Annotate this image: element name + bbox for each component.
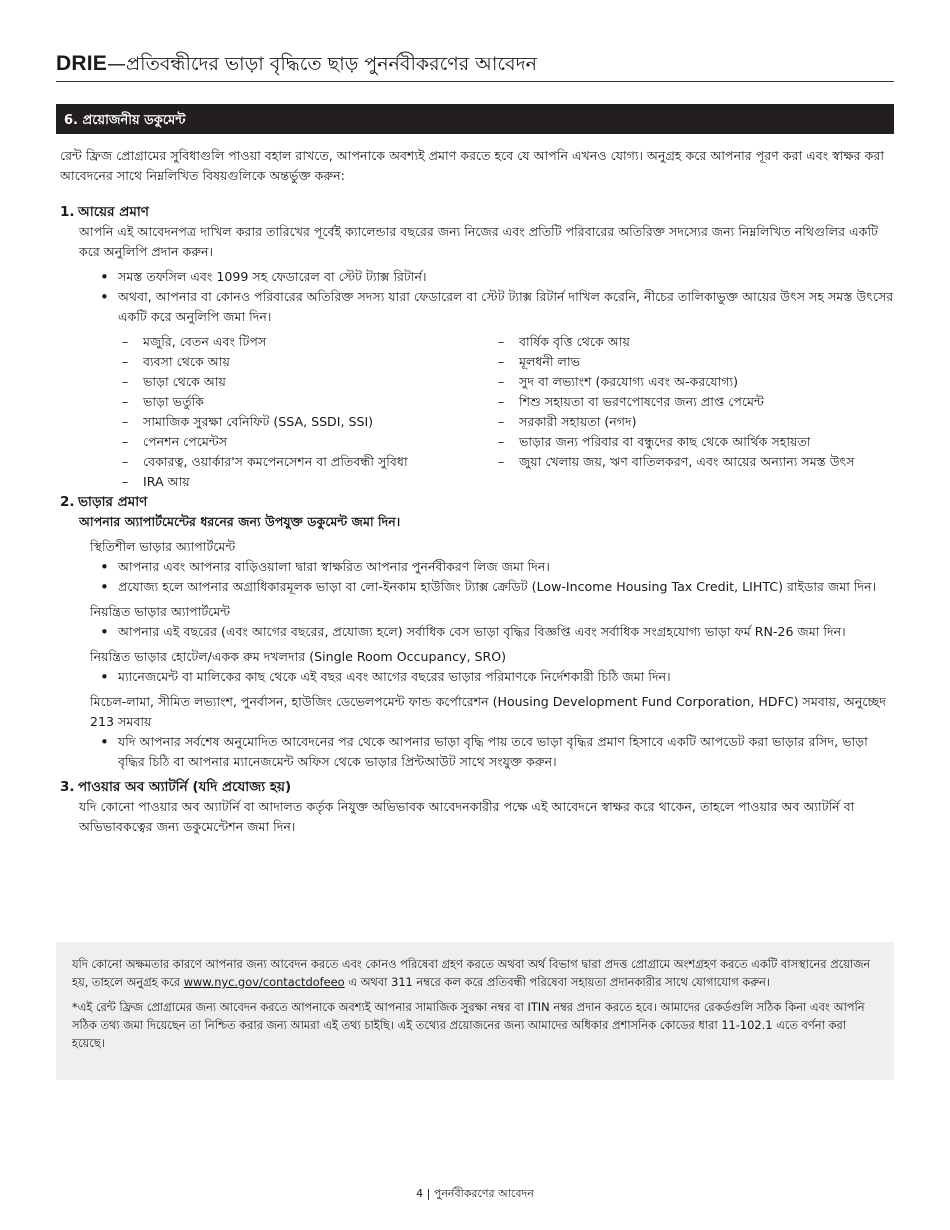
- poa-heading: 3. পাওয়ার অব অ্যাটর্নি (যদি প্রযোজ্য হয়): [60, 779, 292, 795]
- list-item: – মজুরি, বেতন এবং টিপস: [122, 332, 498, 352]
- income-heading: 1. আয়ের প্রমাণ: [60, 204, 149, 220]
- list-item: – শিশু সহায়তা বা ভরণপোষণের জন্য প্রাপ্ত পেমেন্ট: [498, 392, 855, 412]
- contact-link[interactable]: www.nyc.gov/contactdofeeo: [183, 975, 345, 989]
- list-item: • ম্যানেজমেন্ট বা মালিকের কাছ থেকে এই বছর এবং আগের বছরের ভাড়ার পরিমাণকে নির্দেশকারী চিঠি জমা দিন।: [100, 667, 894, 687]
- list-item: – IRA আয়: [122, 472, 498, 492]
- accessibility-text: যদি কোনো অক্ষমতার কারণে আপনার জন্য আবেদন করতে এবং কোনও পরিষেবা গ্রহণ করতে অথবা অর্থ বিভাগ দ্বারা প্রদত্ত প্রোগ্রামে অংশগ্রহণ করতে একটি বাসস্থানের প্রয়োজন হয়, তাহলে অনুগ্রহ করে www.nyc.gov/contactdofeeo এ অথবা 311 নম্বরে কল করে প্রতিবন্ধী পরিষেবা সহায়তা প্রদানকারীর সাথে যোগাযোগ করুন।: [72, 957, 871, 989]
- mitchell-lama-bullets: [60, 732, 894, 772]
- apartment-type-controlled: নিয়ন্ত্রিত ভাড়ার অ্যাপার্টমেন্ট: [90, 604, 231, 619]
- list-item: – ভাড়া ভর্তুকি: [122, 392, 498, 412]
- list-item: – বেকারত্ব, ওয়ার্কার'স কমপেনসেশন বা প্রতিবন্ধী সুবিধা: [122, 452, 498, 472]
- controlled-bullets: [60, 622, 894, 642]
- list-item: – সরকারী সহায়তা (নগদ): [498, 412, 855, 432]
- list-item: • আপনার এবং আপনার বাড়িওয়ালা দ্বারা স্বাক্ষরিত আপনার পুনর্নবীকরণ লিজ জমা দিন।: [100, 557, 894, 577]
- title-divider: [56, 81, 894, 82]
- list-item: – মূলধনী লাভ: [498, 352, 855, 372]
- section-intro: রেন্ট ফ্রিজ প্রোগ্রামের সুবিধাগুলি পাওয়া বহাল রাখতে, আপনাকে অবশ্যই প্রমাণ করতে হবে যে আপনি এখনও যোগ্য। অনুগ্রহ করে আপনার পূরণ করা এবং স্বাক্ষর করা আবেদনের সাথে নিম্নলিখিত বিষয়গুলিকে অন্তর্ভুক্ত করুন:: [60, 148, 885, 183]
- apartment-type-stabilized: স্থিতিশীল ভাড়ার অ্যাপার্টমেন্ট: [90, 539, 236, 554]
- ssn-footnote: *এই রেন্ট ফ্রিজ প্রোগ্রামের জন্য আবেদন করতে আপনাকে অবশ্যই আপনার সামাজিক সুরক্ষা নম্বর বা ITIN নম্বর প্রদান করতে হবে। আমাদের রেকর্ডগুলি সঠিক কিনা এবং আপনি সঠিক তথ্য জমা দিয়েছেন তা নিশ্চিত করার জন্য আমরা এই তথ্য চাইছি। এই তথ্যের প্রয়োজনের জন্য আমাদের অধিকার প্রশাসনিক কোডের ধারা 11-102.1 এতে বর্ণনা করা হয়েছে।: [72, 1000, 865, 1050]
- stabilized-bullets: [60, 557, 894, 597]
- title-brand: DRIE: [56, 52, 107, 75]
- rent-subheading: আপনার অ্যাপার্টমেন্টের ধরনের জন্য উপযুক্ত ডকুমেন্ট জমা দিন।: [79, 514, 401, 529]
- section-header: 6. প্রয়োজনীয় ডকুমেন্ট: [56, 104, 894, 134]
- income-description: আপনি এই আবেদনপত্র দাখিল করার তারিখের পূর্বেই ক্যালেন্ডার বছরের জন্য নিজের এবং প্রতিটি পরিবারের অতিরিক্ত সদস্যের জন্য নিম্নলিখিত নথিগুলির একটি করে অনুলিপি প্রদান করুন।: [79, 224, 878, 259]
- income-sources-left: [122, 332, 498, 492]
- list-item: – পেনশন পেমেন্টস: [122, 432, 498, 452]
- list-item: • সমস্ত তফসিল এবং 1099 সহ ফেডারেল বা স্টেট ট্যাক্স রিটার্ন।: [100, 267, 894, 287]
- list-item: – ভাড়া থেকে আয়: [122, 372, 498, 392]
- list-item: – বার্ষিক বৃত্তি থেকে আয়: [498, 332, 855, 352]
- list-item: • অথবা, আপনার বা কোনও পরিবারের অতিরিক্ত সদস্য যারা ফেডারেল বা স্টেট ট্যাক্স রিটার্ন দাখিল করেনি, নীচের তালিকাভুক্ত আয়ের উৎস সহ সমস্ত উৎসের একটি করে অনুলিপি জমা দিন।: [100, 287, 894, 327]
- poa-description: যদি কোনো পাওয়ার অব অ্যাটর্নি বা আদালত কর্তৃক নিযুক্ত অভিভাবক আবেদনকারীর পক্ষে এই আবেদনে স্বাক্ষর করে থাকেন, তাহলে পাওয়ার অব অ্যাটর্নি বা অভিভাবকত্বের জন্য ডকুমেন্টেশন জমা দিন।: [79, 799, 855, 834]
- income-bullet-list: [60, 267, 894, 327]
- rent-heading: 2. ভাড়ার প্রমাণ: [60, 494, 148, 510]
- list-item: • যদি আপনার সর্বশেষ অনুমোদিত আবেদনের পর থেকে আপনার ভাড়া বৃদ্ধি পায় তবে ভাড়া বৃদ্ধির প্রমাণ হিসাবে একটি আপডেট করা ভাড়ার রসিদ, ভাড়া বৃদ্ধির চিঠি বা আপনার ম্যানেজমেন্ট অফিস থেকে ভাড়ার প্রিন্টআউট সাথে সংযুক্ত করুন।: [100, 732, 894, 772]
- page-number: 4 | পুনর্নবীকরণের আবেদন: [416, 1187, 534, 1200]
- accessibility-notice: [56, 942, 894, 1080]
- income-sources: [60, 332, 894, 492]
- apartment-type-sro: নিয়ন্ত্রিত ভাড়ার হোটেল/একক রুম দখলদার (Single Room Occupancy, SRO): [90, 649, 507, 664]
- sro-bullets: [60, 667, 894, 687]
- list-item: – জুয়া খেলায় জয়, ঋণ বাতিলকরণ, এবং আয়ের অন্যান্য সমস্ত উৎস: [498, 452, 855, 472]
- list-item: – সামাজিক সুরক্ষা বেনিফিট (SSA, SSDI, SSI): [122, 412, 498, 432]
- section-content: [60, 146, 894, 837]
- list-item: • আপনার এই বছরের (এবং আগের বছরের, প্রযোজ্য হলে) সর্বাধিক বেস ভাড়া বৃদ্ধির বিজ্ঞপ্তি এবং সর্বাধিক সংগ্রহযোগ্য ভাড়া ফর্ম RN-26 জমা দিন।: [100, 622, 894, 642]
- apartment-type-mitchell-lama: মিচেল-লামা, সীমিত লভ্যাংশ, পুনর্বাসন, হাউজিং ডেভেলপমেন্ট ফান্ড কর্পোরেশন (Housing Development Fund Corporation, HDFC) সমবায়, অনুচ্ছেদ 213 সমবায়: [90, 694, 886, 729]
- title-text: —প্রতিবন্ধীদের ভাড়া বৃদ্ধিতে ছাড় পুনর্নবীকরণের আবেদন: [106, 53, 537, 75]
- list-item: – ব্যবসা থেকে আয়: [122, 352, 498, 372]
- page-title: [56, 50, 894, 82]
- list-item: – ভাড়ার জন্য পরিবার বা বন্ধুদের কাছ থেকে আর্থিক সহায়তা: [498, 432, 855, 452]
- list-item: – সুদ বা লভ্যাংশ (করযোগ্য এবং অ-করযোগ্য): [498, 372, 855, 392]
- list-item: • প্রযোজ্য হলে আপনার অগ্রাধিকারমূলক ভাড়া বা লো-ইনকাম হাউজিং ট্যাক্স ক্রেডিট (Low-Income Housing Tax Credit, LIHTC) রাইডার জমা দিন।: [100, 577, 894, 597]
- income-sources-right: [498, 332, 855, 492]
